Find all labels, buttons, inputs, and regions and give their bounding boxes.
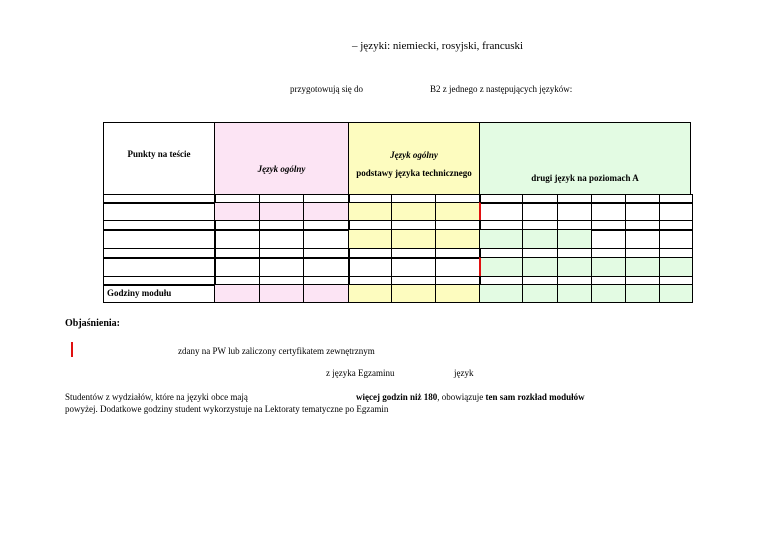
header-technical-title: Język ogólny [390, 150, 438, 160]
table-cell [259, 202, 304, 221]
table-cell [259, 284, 304, 303]
table-cell [591, 257, 626, 277]
paragraph-part-b: , obowiązuje [437, 392, 484, 402]
table-cell [479, 229, 523, 249]
table-cell [659, 229, 693, 249]
header-second-language-cell [479, 122, 691, 195]
table-cell [303, 284, 350, 303]
header-second-language-label: drugi język na poziomach A [531, 173, 639, 183]
explanation-line-1: zdany na PW lub zaliczony certyfikatem zewnętrznym [178, 346, 375, 356]
table-cell [391, 257, 436, 277]
table-cell [625, 284, 660, 303]
table-cell [214, 284, 260, 303]
table-cell [214, 229, 260, 249]
table-cell [435, 284, 481, 303]
paragraph-bold-schedule: ten sam rozkład modułów [485, 392, 585, 402]
table-cell [522, 284, 558, 303]
table-cell [659, 257, 693, 277]
paragraph-line-1-right [356, 392, 585, 402]
table-cell [303, 229, 350, 249]
table-cell [591, 202, 626, 221]
table-cell [391, 229, 436, 249]
table-cell [348, 257, 392, 277]
table-cell [625, 229, 660, 249]
footer-hours-label: Godziny modułu [107, 288, 172, 298]
table-cell [522, 229, 558, 249]
table-cell [625, 257, 660, 277]
table-cell [348, 202, 392, 221]
table-cell [214, 202, 260, 221]
table-cell [522, 202, 558, 221]
table-cell [303, 257, 350, 277]
table-cell [391, 202, 436, 221]
header-general-label: Język ogólny [257, 164, 306, 174]
table-cell [103, 229, 216, 249]
explanation-line-2a: z języka Egzaminu [326, 368, 395, 378]
table-cell [103, 202, 216, 221]
table-cell [625, 202, 660, 221]
table-cell [557, 202, 592, 221]
table-cell [557, 229, 592, 249]
paragraph-part-a: Studentów z wydziałów, które na języki obce mają [65, 392, 248, 402]
table-cell [391, 284, 436, 303]
table-cell [435, 202, 481, 221]
table-cell [557, 257, 592, 277]
intro-left: przygotowują się do [290, 84, 363, 94]
explanation-line-2b: język [454, 368, 474, 378]
table-cell [435, 229, 481, 249]
table-cell [214, 257, 260, 277]
table-cell [522, 257, 558, 277]
table-cell [479, 257, 523, 277]
header-technical-sub: podstawy języka technicznego [356, 168, 472, 178]
paragraph-bold-hours: więcej godzin niż 180 [356, 392, 438, 402]
table-cell [591, 284, 626, 303]
table-cell [259, 229, 304, 249]
explanation-paragraph [65, 392, 248, 402]
table-cell [479, 202, 523, 221]
table-cell [591, 229, 626, 249]
table-cell [659, 284, 693, 303]
table-cell [259, 257, 304, 277]
table-cell [348, 229, 392, 249]
header-general-cell [214, 122, 349, 195]
table-cell [103, 257, 216, 277]
table-cell [659, 202, 693, 221]
table-cell [557, 284, 592, 303]
intro-right: B2 z jednego z następujących języków: [430, 84, 573, 94]
table-cell [479, 284, 523, 303]
header-points-label: Punkty na teście [127, 149, 191, 159]
explanations-title: Objaśnienia: [65, 318, 121, 329]
paragraph-line-2: powyżej. Dodatkowe godziny student wykorzystuje na Lektoraty tematyczne po Egzamin [65, 404, 389, 414]
table-cell [348, 284, 392, 303]
document-heading: – języki: niemiecki, rosyjski, francuski [352, 40, 524, 52]
red-marker-swatch [71, 342, 73, 357]
table-cell [435, 257, 481, 277]
table-cell [303, 202, 350, 221]
